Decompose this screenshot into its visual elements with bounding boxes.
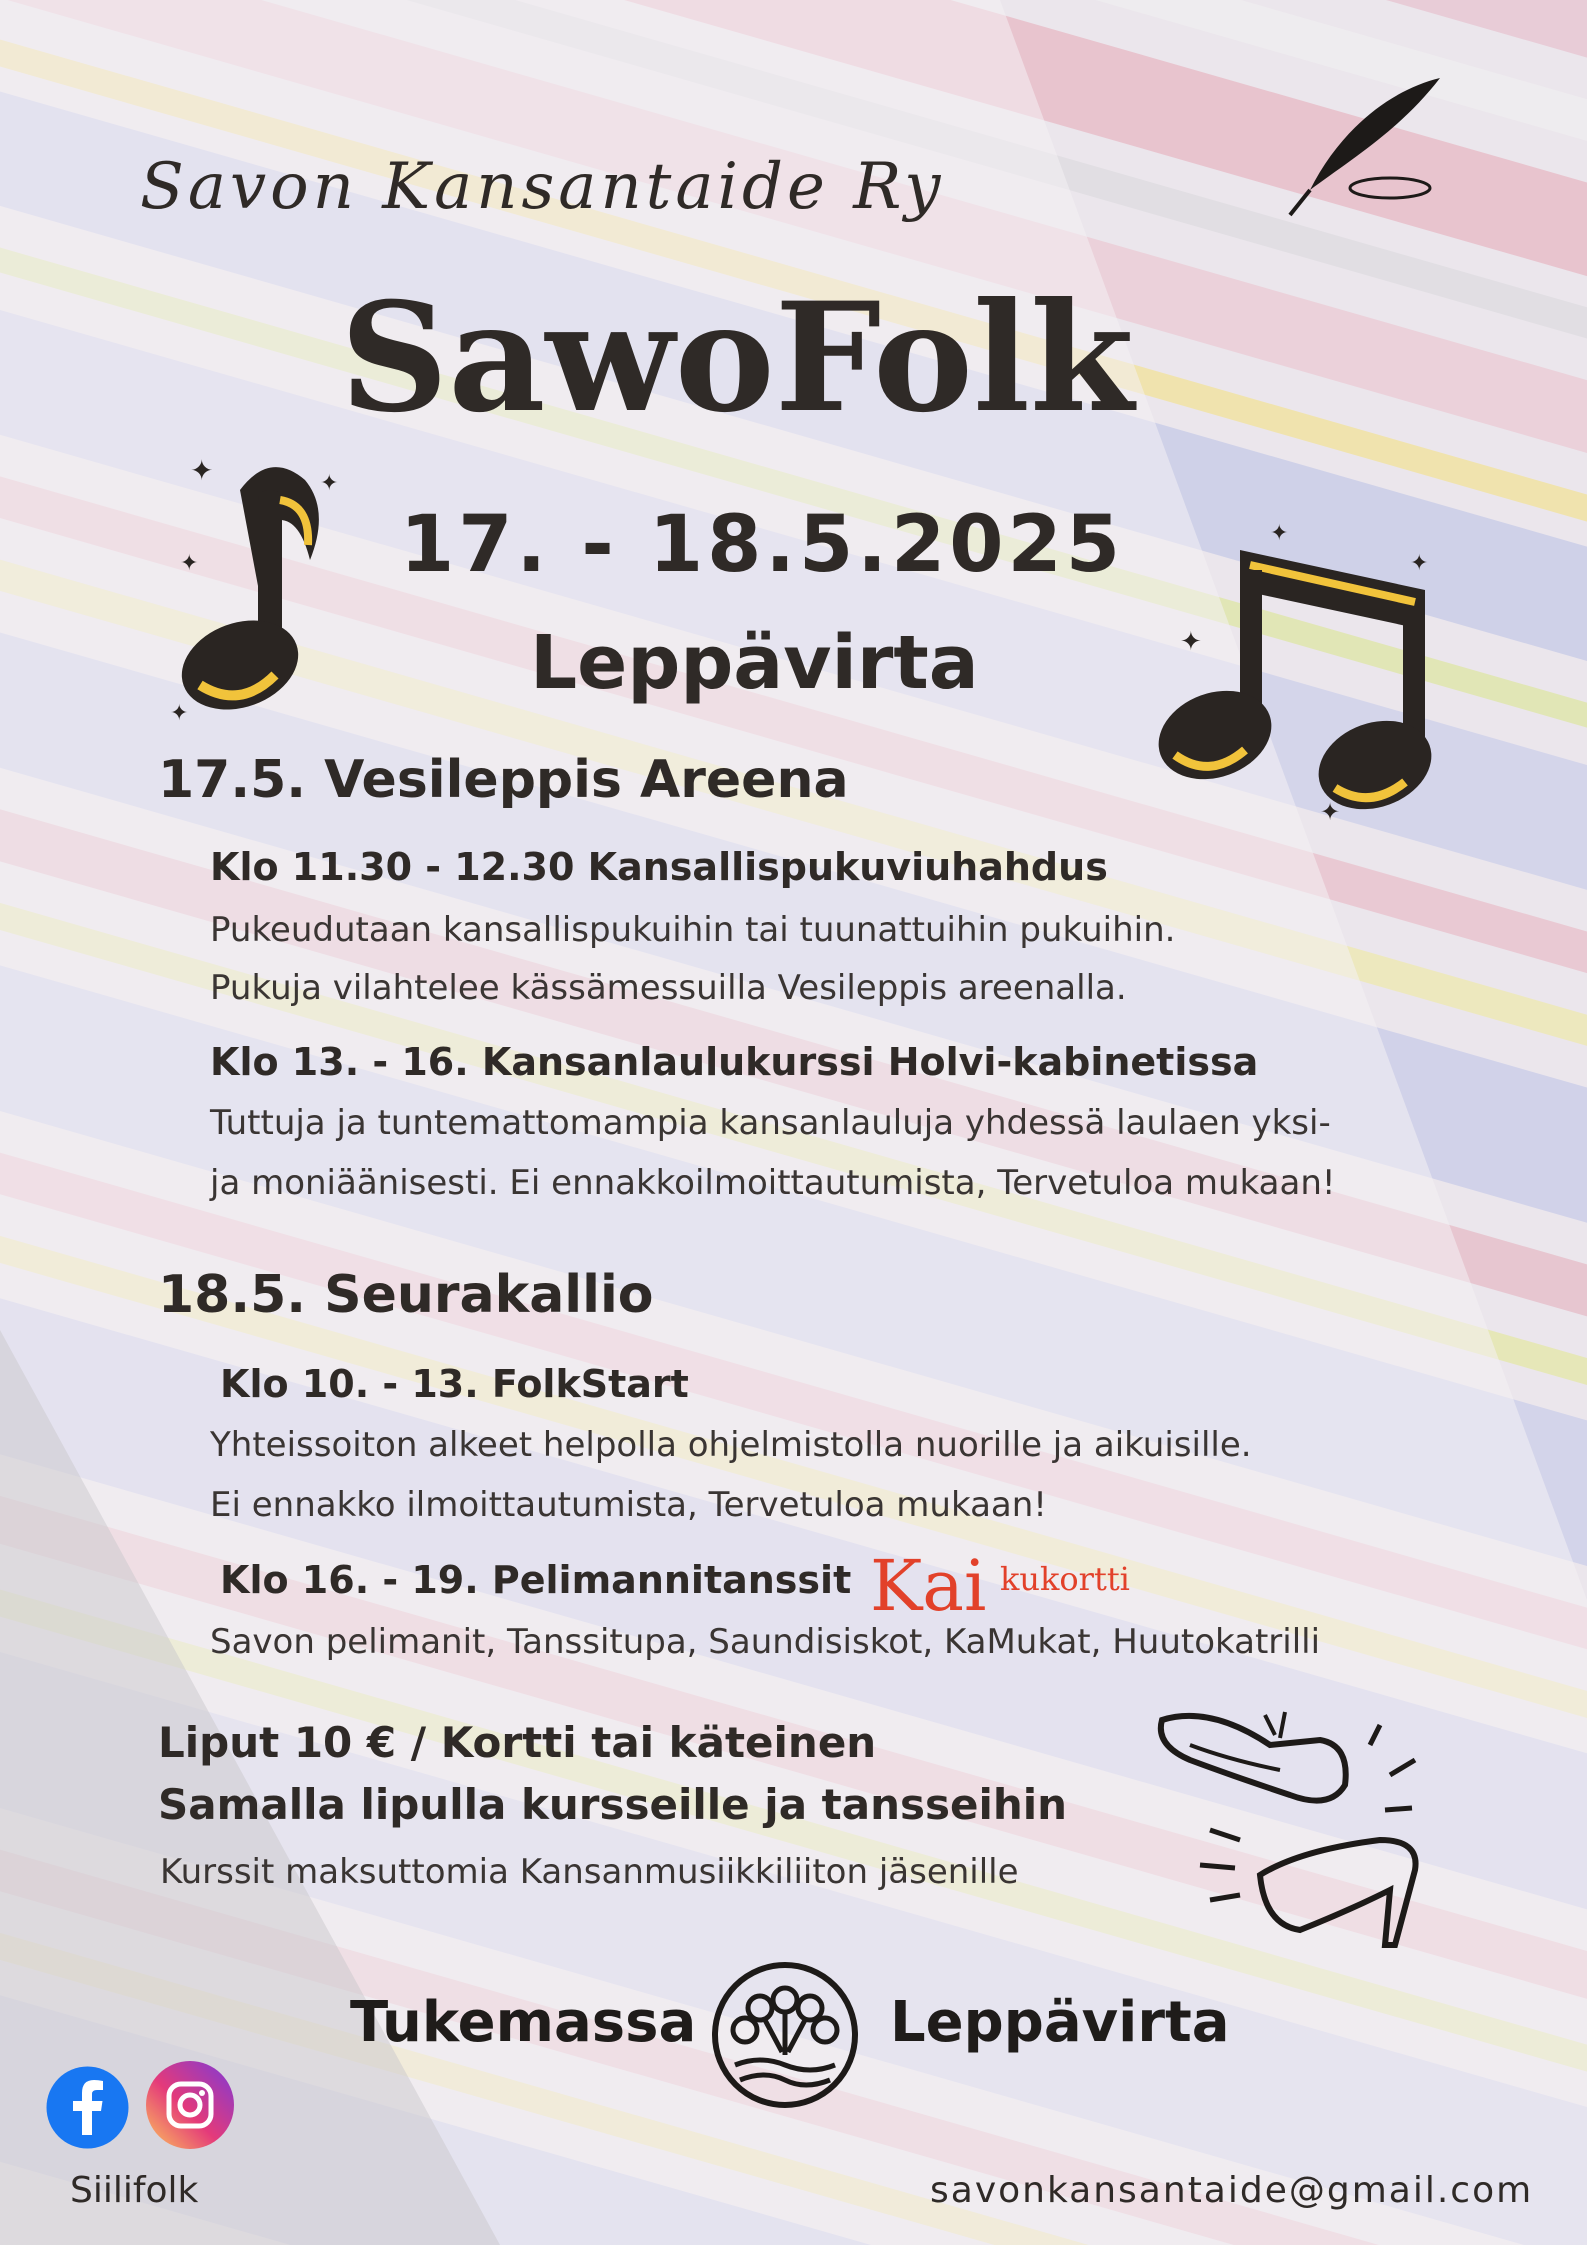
svg-text:✦: ✦ — [190, 454, 214, 487]
event-title: Klo 11.30 - 12.30 Kansallispukuviuhahdus — [210, 845, 1108, 889]
event-description-line: Ei ennakko ilmoittautumista, Tervetuloa mukaan! — [210, 1485, 1047, 1525]
dancing-shoes-icon — [1150, 1700, 1450, 1970]
festival-location: Leppävirta — [530, 620, 979, 706]
event-description-line: Pukeudutaan kansallispukuihin tai tuunattuihin pukuihin. — [210, 910, 1176, 950]
facebook-icon[interactable] — [45, 2065, 130, 2150]
leppavirta-logo-icon — [710, 1960, 860, 2110]
svg-text:✦: ✦ — [170, 701, 189, 726]
kaikukortti-logo-rest: kukortti — [1000, 1560, 1130, 1598]
svg-text:✦: ✦ — [1320, 798, 1341, 820]
svg-text:✦: ✦ — [1270, 521, 1289, 546]
contact-email[interactable]: savonkansantaide@gmail.com — [930, 2170, 1534, 2211]
festival-dates: 17. - 18.5.2025 — [400, 500, 1125, 590]
ticket-price: Liput 10 € / Kortti tai käteinen — [158, 1718, 877, 1767]
event-title: Klo 16. - 19. Pelimannitanssit — [220, 1558, 852, 1602]
eighth-note-icon — [170, 450, 360, 730]
event-title: Klo 13. - 16. Kansanlaulukurssi Holvi-kabinetissa — [210, 1040, 1259, 1084]
kaikukortti-logo-big: Kai — [870, 1545, 987, 1627]
social-handle: Siilifolk — [70, 2170, 199, 2211]
event-description-line: Pukuja vilahtelee kässämessuilla Vesileppis areenalla. — [210, 968, 1127, 1008]
ticket-note: Kurssit maksuttomia Kansanmusiikkiliiton jäsenille — [160, 1852, 1019, 1892]
organization-name: Savon Kansantaide Ry — [140, 150, 945, 224]
svg-text:✦: ✦ — [1410, 551, 1429, 576]
event-title: Klo 10. - 13. FolkStart — [220, 1362, 689, 1406]
instagram-icon[interactable] — [145, 2060, 235, 2150]
supported-by-label: Tukemassa — [350, 1990, 697, 2055]
ticket-info: Samalla lipulla kursseille ja tansseihin — [158, 1780, 1068, 1829]
quill-icon — [1270, 70, 1450, 220]
svg-text:✦: ✦ — [180, 551, 199, 576]
beamed-notes-icon — [1150, 520, 1440, 820]
supporter-name: Leppävirta — [890, 1990, 1230, 2055]
day-heading: 18.5. Seurakallio — [158, 1265, 654, 1325]
event-description-line: Tuttuja ja tuntemattomampia kansanlauluja yhdessä laulaen yksi- — [210, 1103, 1331, 1143]
event-description-line: Yhteissoiton alkeet helpolla ohjelmistolla nuorille ja aikuisille. — [210, 1425, 1252, 1465]
event-description-line: Savon pelimanit, Tanssitupa, Saundisiskot, KaMukat, Huutokatrilli — [210, 1622, 1321, 1662]
svg-text:✦: ✦ — [320, 471, 339, 496]
svg-text:✦: ✦ — [1180, 627, 1202, 657]
event-description-line: ja moniäänisesti. Ei ennakkoilmoittautumista, Tervetuloa mukaan! — [210, 1163, 1336, 1203]
day-heading: 17.5. Vesileppis Areena — [158, 750, 849, 810]
festival-title: SawoFolk — [340, 270, 1134, 446]
